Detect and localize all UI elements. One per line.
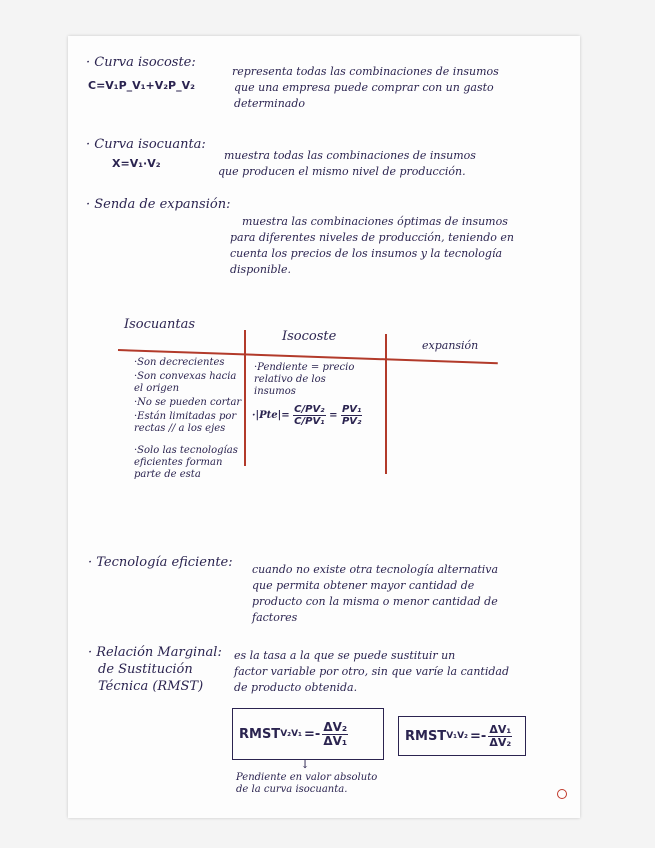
isocoste-formula-prefix: ·|Pte|= — [252, 410, 290, 421]
rmst-desc-line: de producto obtenida. — [234, 681, 358, 694]
rmst-equals: =- — [304, 726, 321, 742]
isocoste-desc-line: representa todas las combinaciones de insumos — [232, 65, 499, 78]
isocoste-cell-formula — [252, 404, 382, 427]
rmst-term-line: Técnica (RMST) — [98, 679, 204, 694]
rmst-equals: =- — [470, 728, 487, 744]
rmst-formula-box — [232, 708, 384, 760]
fraction-denominator: ΔV₁ — [323, 733, 348, 748]
page-circle-mark-icon — [557, 789, 567, 799]
rmst-subscript: V₂V₁ — [280, 729, 303, 739]
isocuantas-item: ·No se pueden cortar — [134, 397, 242, 408]
fraction-denominator: ΔV₂ — [489, 735, 512, 749]
rmst-fraction — [322, 721, 348, 748]
rmst-fraction — [488, 724, 512, 749]
rmst-inverse-formula-box — [398, 716, 526, 756]
equals-sign: = — [329, 410, 338, 421]
fraction-numerator: ΔV₁ — [489, 722, 512, 736]
fraction-numerator: ΔV₂ — [323, 719, 348, 734]
rmst-note — [236, 772, 377, 796]
isocuantas-list — [134, 357, 242, 481]
rmst-subscript: V₁V₂ — [446, 731, 469, 741]
isocuanta-term: · Curva isocuanta: — [86, 137, 206, 152]
rmst-note-line: Pendiente en valor absoluto — [236, 772, 378, 783]
rmst-note-line: de la curva isocuanta. — [236, 784, 348, 795]
price-ratio-fraction — [341, 404, 362, 427]
tecnologia-description — [252, 562, 498, 626]
isocuantas-item: ·Son decrecientes — [134, 357, 225, 368]
fraction-numerator: C/PV₂ — [294, 404, 325, 415]
tecnologia-desc-line: que permita obtener mayor cantidad de — [252, 579, 475, 592]
fraction-numerator: PV₁ — [341, 404, 362, 415]
isocuanta-description — [218, 148, 476, 180]
isocoste-term: · Curva isocoste: — [86, 55, 196, 70]
table-column-divider — [385, 334, 387, 474]
fraction-denominator: C/PV₁ — [294, 416, 325, 427]
isocuanta-desc-line: que producen el mismo nivel de producción. — [218, 165, 466, 178]
tecnologia-desc-line: cuando no existe otra tecnología alternativa — [252, 563, 499, 576]
isocuanta-formula: X=V₁·V₂ — [112, 157, 161, 170]
table-column-divider — [244, 330, 246, 466]
isocoste-formula: C=V₁P_V₁+V₂P_V₂ — [88, 79, 195, 92]
rmst-label: RMST — [405, 728, 447, 744]
rmst-term — [88, 644, 222, 695]
tecnologia-desc-line: factores — [252, 611, 298, 624]
senda-term: · Senda de expansión: — [86, 197, 231, 212]
rmst-label: RMST — [239, 726, 281, 742]
isocuantas-item: ·Son convexas hacia el origen — [134, 371, 237, 394]
isocoste-description — [232, 64, 499, 112]
tecnologia-desc-line: producto con la misma o menor cantidad de — [252, 595, 498, 608]
rmst-desc-line: es la tasa a la que se puede sustituir un — [234, 649, 456, 662]
rmst-term-line: de Sustitución — [98, 662, 193, 677]
rmst-term-line: · Relación Marginal: — [88, 645, 222, 660]
isocoste-desc-line: que una empresa puede comprar con un gasto — [234, 81, 494, 94]
isocoste-cell-text: ·Pendiente = precio relativo de los insumos — [254, 362, 355, 397]
table-header-isocoste: Isocoste — [282, 329, 337, 344]
tecnologia-term: · Tecnología eficiente: — [88, 555, 233, 570]
isocoste-desc-line: determinado — [234, 97, 305, 110]
senda-desc-line: cuenta los precios de los insumos y la tecnología — [230, 247, 503, 260]
isocuanta-desc-line: muestra todas las combinaciones de insumos — [224, 149, 476, 162]
senda-description — [230, 214, 514, 278]
senda-desc-line: disponible. — [230, 263, 292, 276]
senda-desc-line: muestra las combinaciones óptimas de insumos — [242, 215, 508, 228]
rmst-description — [234, 648, 509, 696]
fraction-denominator: PV₂ — [341, 416, 362, 427]
cost-ratio-fraction — [293, 404, 325, 427]
rmst-desc-line: factor variable por otro, sin que varíe la cantidad — [234, 665, 509, 678]
isocuantas-item: ·Están limitadas por rectas // a los ejes — [134, 411, 237, 434]
senda-desc-line: para diferentes niveles de producción, teniendo en — [230, 231, 514, 244]
table-header-expansion: expansión — [422, 339, 479, 352]
table-header-isocuantas: Isocuantas — [124, 317, 196, 332]
isocuantas-item: ·Solo las tecnologías eficientes forman parte de esta — [134, 445, 238, 480]
down-arrow-icon: ↓ — [300, 757, 311, 771]
